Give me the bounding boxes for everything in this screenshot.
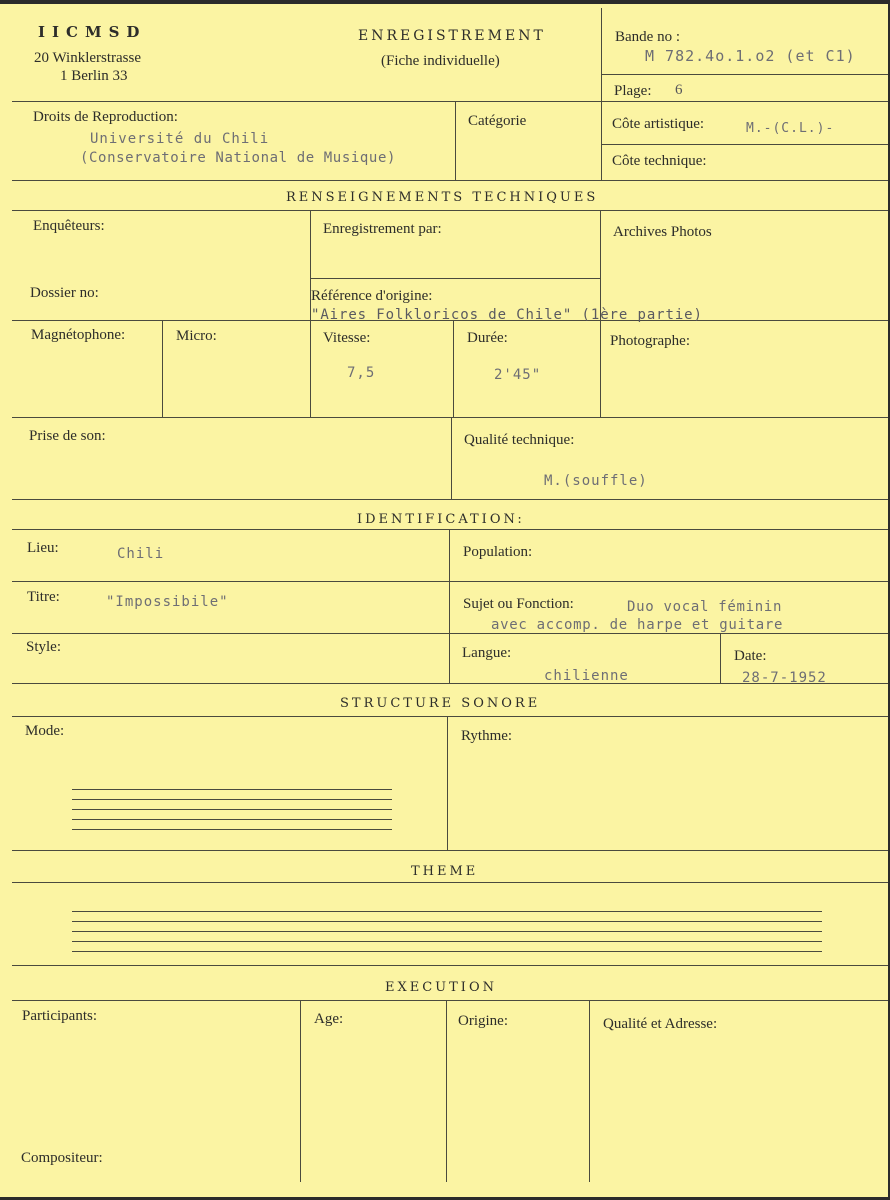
population-label: Population: [463, 544, 533, 560]
sujet-value: avec accomp. de harpe et guitare [491, 617, 784, 633]
rule [12, 210, 888, 211]
rule [601, 144, 888, 145]
address-line: 20 Winklerstrasse [34, 50, 142, 66]
qualite-adresse-label: Qualité et Adresse: [603, 1016, 718, 1032]
institute-logo: IICMSD [38, 23, 147, 41]
titre-value: "Impossibile" [106, 594, 229, 610]
date-value: 28-7-1952 [742, 670, 827, 686]
rule [12, 882, 888, 883]
archives-photos-label: Archives Photos [613, 224, 712, 240]
recording-card [0, 4, 888, 1197]
reference-label: Référence d'origine: [311, 288, 433, 304]
rule [12, 499, 888, 500]
rule [12, 716, 888, 717]
cote-artistique-value: M.-(C.L.)- [746, 121, 835, 136]
vitesse-label: Vitesse: [323, 330, 371, 346]
enqueteurs-label: Enquêteurs: [33, 218, 105, 234]
rule [300, 1000, 301, 1182]
qualite-technique-label: Qualité technique: [464, 432, 575, 448]
duree-label: Durée: [467, 330, 508, 346]
rule [601, 8, 602, 180]
rule [310, 278, 600, 279]
rule [449, 529, 450, 683]
sujet-value: Duo vocal féminin [627, 599, 783, 615]
writing-line [72, 809, 392, 810]
rule [453, 320, 454, 417]
writing-line [72, 931, 822, 932]
bande-label: Bande no : [615, 29, 680, 45]
form-title: ENREGISTREMENT [358, 28, 546, 44]
lieu-value: Chili [117, 546, 165, 562]
rule [720, 633, 721, 683]
age-label: Age: [314, 1011, 344, 1027]
cote-artistique-label: Côte artistique: [612, 116, 705, 132]
magnetophone-label: Magnétophone: [31, 327, 126, 343]
duree-value: 2'45" [494, 367, 542, 383]
rule [601, 74, 888, 75]
date-label: Date: [734, 648, 767, 664]
rule [455, 101, 456, 180]
section-title-technical: RENSEIGNEMENTS TECHNIQUES [286, 190, 599, 205]
writing-line [72, 941, 822, 942]
rule [12, 850, 888, 851]
mode-label: Mode: [25, 723, 65, 739]
category-label: Catégorie [468, 113, 527, 129]
photographe-label: Photographe: [610, 333, 690, 349]
rule [446, 1000, 447, 1182]
form-subtitle: (Fiche individuelle) [381, 53, 500, 69]
micro-label: Micro: [176, 328, 217, 344]
address-line: 1 Berlin 33 [60, 68, 128, 84]
vitesse-value: 7,5 [347, 365, 376, 381]
section-title-structure: STRUCTURE SONORE [340, 696, 541, 711]
enregistrement-par-label: Enregistrement par: [323, 221, 442, 237]
writing-line [72, 799, 392, 800]
rule [12, 529, 888, 530]
lieu-label: Lieu: [27, 540, 59, 556]
section-title-execution: EXECUTION [385, 980, 497, 995]
rule [451, 417, 452, 499]
rule [12, 581, 888, 582]
section-title-identification: IDENTIFICATION: [357, 512, 525, 527]
qualite-technique-value: M.(souffle) [544, 473, 648, 489]
plage-label: Plage: [614, 83, 652, 99]
rights-value: (Conservatoire National de Musique) [80, 150, 397, 166]
rule [12, 180, 888, 181]
dossier-label: Dossier no: [30, 285, 99, 301]
cote-technique-label: Côte technique: [612, 153, 707, 169]
bande-value: M 782.4o.1.o2 (et C1) [645, 47, 856, 65]
rule [162, 320, 163, 417]
sujet-label: Sujet ou Fonction: [463, 596, 574, 612]
rights-label: Droits de Reproduction: [33, 109, 178, 125]
section-title-theme: THEME [411, 864, 479, 879]
rule [589, 1000, 590, 1182]
rule [12, 417, 888, 418]
rule [12, 1000, 888, 1001]
writing-line [72, 911, 822, 912]
compositeur-label: Compositeur: [21, 1150, 103, 1166]
writing-line [72, 829, 392, 830]
langue-value: chilienne [544, 668, 629, 684]
participants-label: Participants: [22, 1008, 97, 1024]
reference-value: "Aires Folkloricos de Chile" (1ère partie) [311, 307, 703, 323]
plage-value: 6 [675, 82, 683, 98]
rule [12, 965, 888, 966]
rule [12, 101, 888, 102]
prise-de-son-label: Prise de son: [29, 428, 106, 444]
origine-label: Origine: [458, 1013, 508, 1029]
writing-line [72, 819, 392, 820]
writing-line [72, 789, 392, 790]
rights-value: Université du Chili [90, 131, 270, 147]
rule [447, 716, 448, 850]
writing-line [72, 951, 822, 952]
writing-line [72, 921, 822, 922]
langue-label: Langue: [462, 645, 512, 661]
rythme-label: Rythme: [461, 728, 513, 744]
titre-label: Titre: [27, 589, 60, 605]
style-label: Style: [26, 639, 62, 655]
